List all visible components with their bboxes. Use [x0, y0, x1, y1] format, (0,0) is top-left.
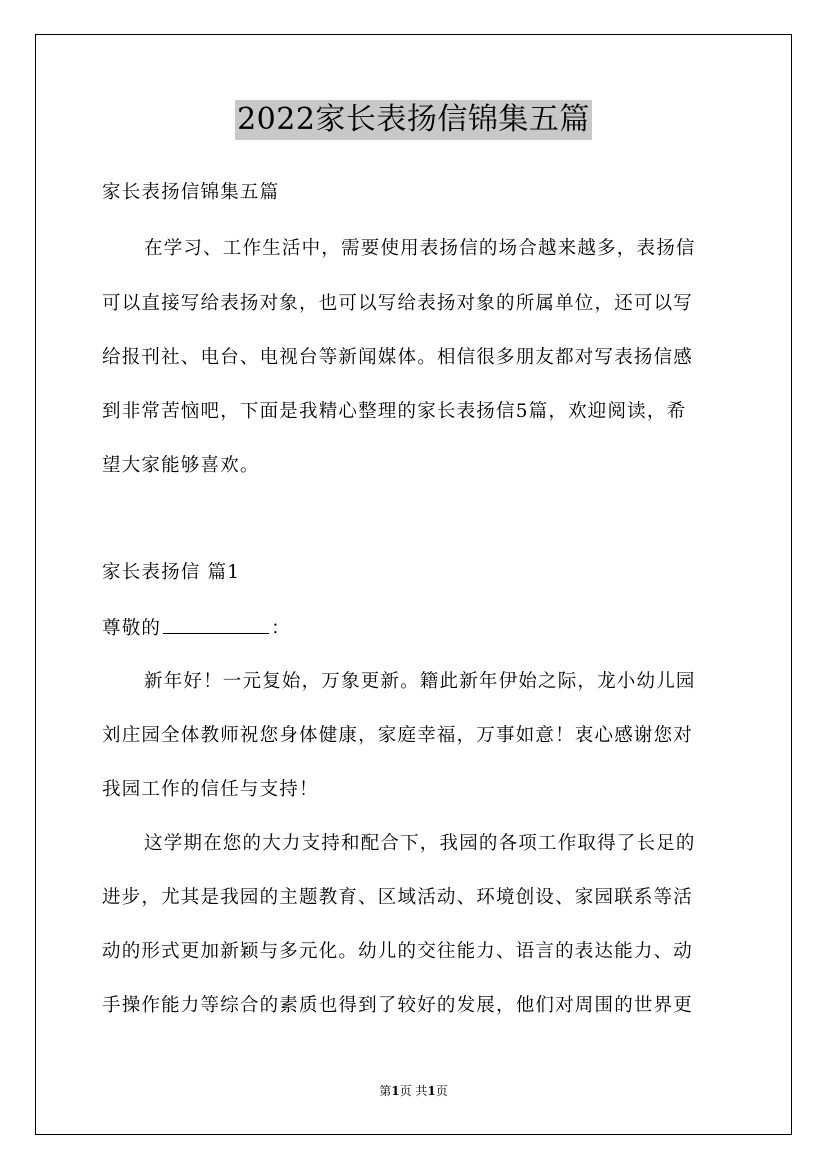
salutation — [102, 616, 291, 641]
subtitle: 家长表扬信锦集五篇 — [102, 182, 280, 203]
salutation-blank — [163, 616, 269, 634]
intro-line: 给报刊社、电台、电视台等新闻媒体。相信很多朋友都对写表扬信感 — [102, 347, 694, 368]
page-footer — [0, 1083, 827, 1099]
section-heading: 家长表扬信 篇1 — [102, 562, 241, 583]
salutation-suffix: ： — [271, 618, 291, 639]
intro-line: 望大家能够喜欢。 — [102, 455, 260, 476]
para2-line: 进步，尤其是我园的主题教育、区域活动、环境创设、家园联系等活 — [102, 887, 694, 908]
footer-page-suffix: 页 — [435, 1084, 448, 1098]
intro-line: 到非常苦恼吧，下面是我精心整理的家长表扬信5篇，欢迎阅读，希 — [102, 401, 687, 422]
document-title: 2022家长表扬信锦集五篇 — [235, 100, 592, 140]
para2-line: 手操作能力等综合的素质也得到了较好的发展，他们对周围的世界更 — [102, 995, 694, 1016]
para1-line: 新年好！一元复始，万象更新。籍此新年伊始之际，龙小幼儿园 — [144, 671, 696, 692]
para1-line: 刘庄园全体教师祝您身体健康，家庭幸福，万事如意！衷心感谢您对 — [102, 725, 694, 746]
footer-page-total: 1 — [427, 1084, 436, 1098]
footer-page-num: 1 — [391, 1084, 400, 1098]
footer-page-prefix: 第 — [379, 1084, 392, 1098]
footer-page-mid: 页 共 — [399, 1084, 428, 1098]
para2-line: 这学期在您的大力支持和配合下，我园的各项工作取得了长足的 — [144, 833, 696, 854]
salutation-prefix: 尊敬的 — [102, 618, 162, 639]
para2-line: 动的形式更加新颖与多元化。幼儿的交往能力、语言的表达能力、动 — [102, 941, 694, 962]
intro-line: 可以直接写给表扬对象，也可以写给表扬对象的所属单位，还可以写 — [102, 293, 694, 314]
para1-line: 我园工作的信任与支持！ — [102, 779, 319, 800]
title-wrap — [0, 100, 827, 140]
intro-line: 在学习、工作生活中，需要使用表扬信的场合越来越多，表扬信 — [144, 238, 696, 259]
